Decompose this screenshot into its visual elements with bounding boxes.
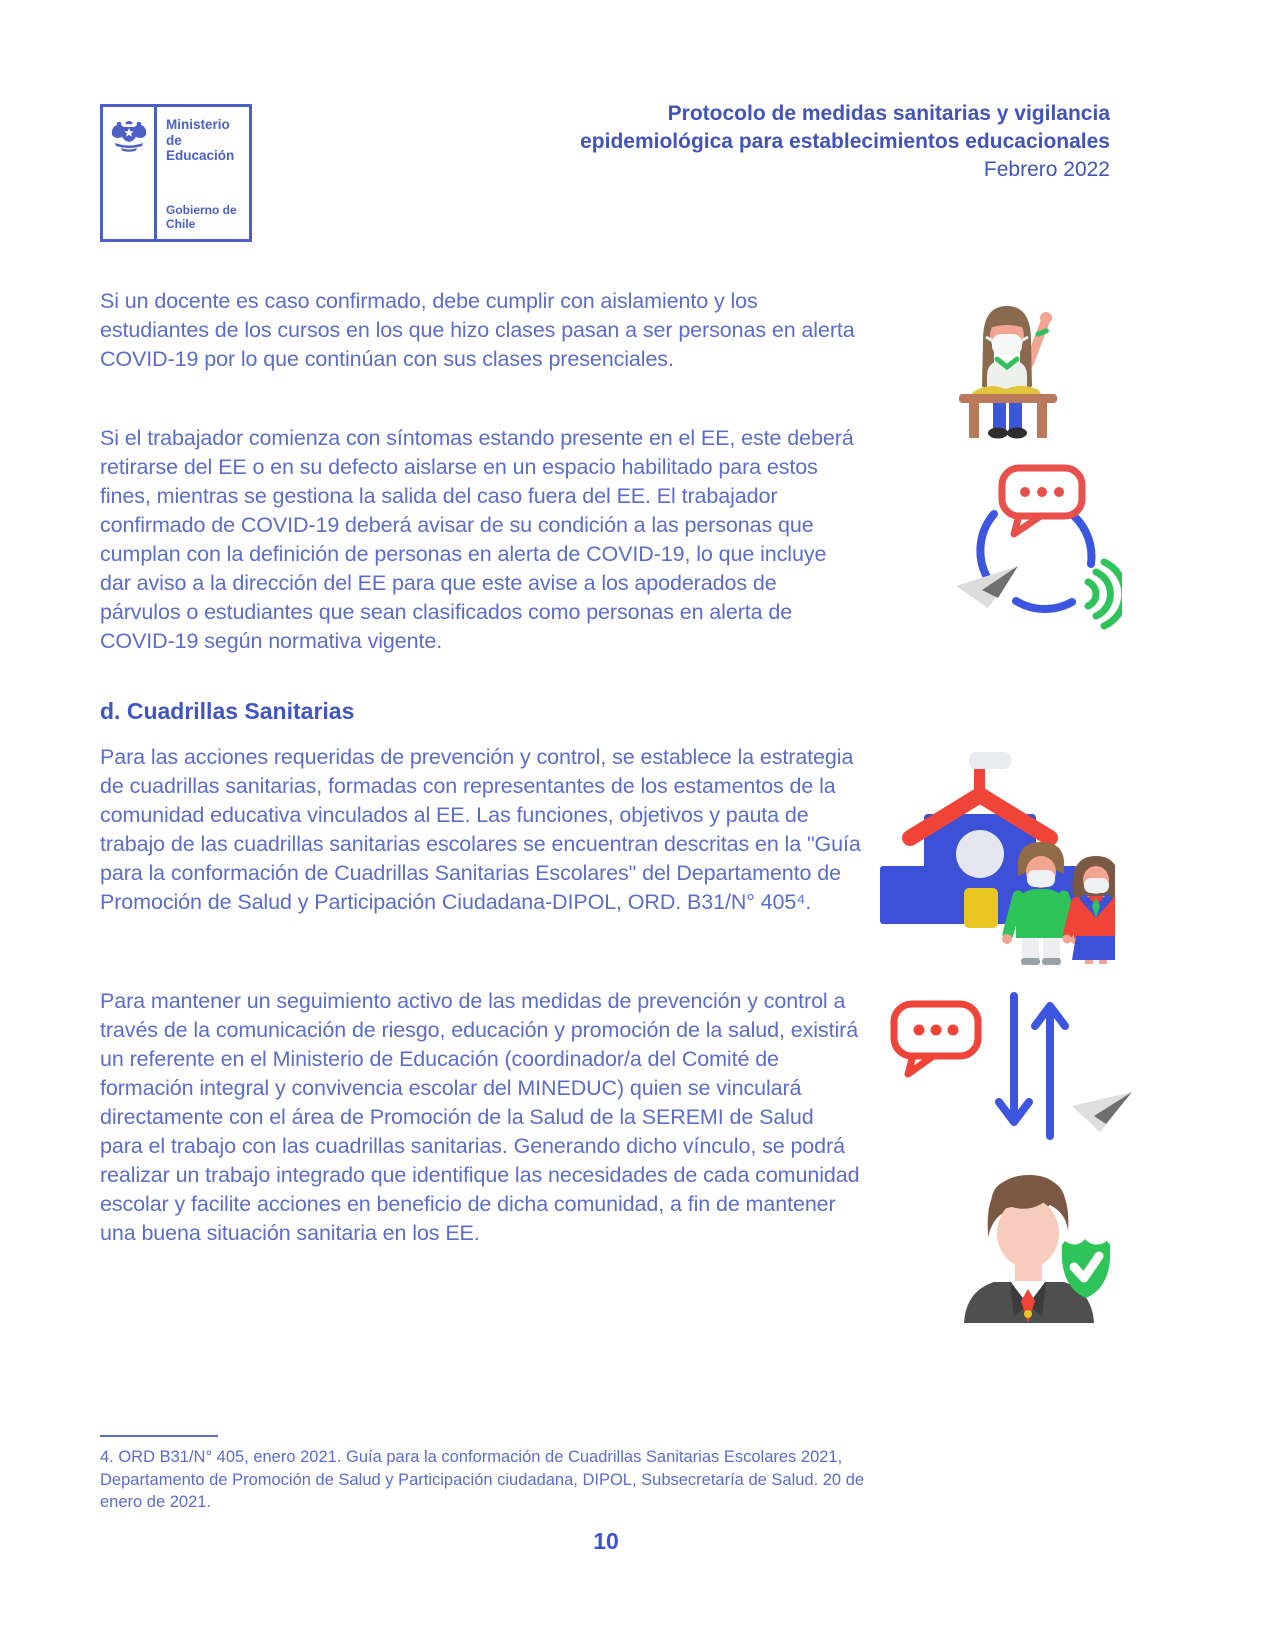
ministry-logo — [100, 104, 252, 242]
logo-ministry-label: Ministerio de Educación — [166, 117, 235, 164]
logo-government-label: Gobierno de Chile — [166, 203, 237, 231]
paragraph-docente-caso-confirmado: Si un docente es caso confirmado, debe cumplir con aislamiento y los estudiantes de los cursos en los que hizo clases pasan a ser personas en alerta COVID-19 por lo que continúan con sus clases presenciales. — [100, 289, 855, 371]
footnote — [100, 1435, 880, 1514]
paragraph-trabajador-sintomas: Si el trabajador comienza con síntomas estando presente en el EE, este deberá retirarse del EE o en su defecto aislarse en un espacio habilitado para estos fines, mientras se gestiona la salida del caso fuera del EE. El trabajador confirmado de COVID-19 deberá avisar de su condición a las personas que cumplan con la definición de personas en alerta de COVID-19, lo que incluye dar aviso a la dirección del EE para que este avise a los apoderados de párvulos o estudiantes que sean clasificados como personas en alerta de COVID-19 según normativa vigente. — [100, 426, 854, 653]
coordinator-health-shield-illustration — [938, 1155, 1120, 1323]
header-title-line-2: epidemiológica para establecimientos educacionales — [580, 130, 1110, 153]
header-date: Febrero 2022 — [983, 158, 1110, 181]
paragraph-seguimiento-activo: Para mantener un seguimiento activo de las medidas de prevención y control a través de la comunicación de riesgo, educación y promoción de la salud, existirá un referente en el Ministerio de Educación (coordinador/a del Comité de formación integral y convivencia escolar del MINEDUC) quien se vinculará directamente con el área de Promoción de la Salud de la SEREMI de Salud para el trabajo con las cuadrillas sanitarias. Generando dicho vínculo, se podrá realizar un trabajo integrado que identifique las necesidades de cada comunidad escolar y facilite acciones en beneficio de dicha comunidad, a fin de mantener una buena situación sanitaria en los EE. — [100, 989, 860, 1245]
chile-coat-of-arms-icon — [103, 107, 157, 239]
school-community-illustration — [870, 738, 1115, 966]
communication-cycle-illustration — [950, 460, 1122, 632]
footnote-divider — [100, 1435, 218, 1437]
page-number: 10 — [593, 1528, 619, 1554]
document-header-title — [510, 100, 1110, 184]
paragraph-estrategia-cuadrillas: Para las acciones requeridas de prevención y control, se establece la estrategia de cuadrillas sanitarias, formadas con representantes de los estamentos de la comunidad educativa vinculados al EE. Las funciones, objetivos y pauta de trabajo de las cuadrillas sanitarias escolares se encuentran descritas en la "Guía para la conformación de Cuadrillas Sanitarias Escolares" del Departamento de Promoción de Salud y Participación Ciudadana-DIPOL, ORD. B31/N° 405⁴. — [100, 745, 861, 914]
section-heading-cuadrillas-sanitarias: d. Cuadrillas Sanitarias — [100, 698, 355, 724]
header-title-line-1: Protocolo de medidas sanitarias y vigilancia — [667, 102, 1110, 125]
two-way-communication-illustration — [886, 990, 1134, 1145]
footnote-text: 4. ORD B31/N° 405, enero 2021. Guía para la conformación de Cuadrillas Sanitarias Escolares 2021, Departamento de Promoción de Salud y Participación ciudadana, DIPOL, Subsecretaría de Salud. 20 de enero de 2021. — [100, 1448, 865, 1511]
teacher-at-desk-illustration — [945, 290, 1070, 440]
